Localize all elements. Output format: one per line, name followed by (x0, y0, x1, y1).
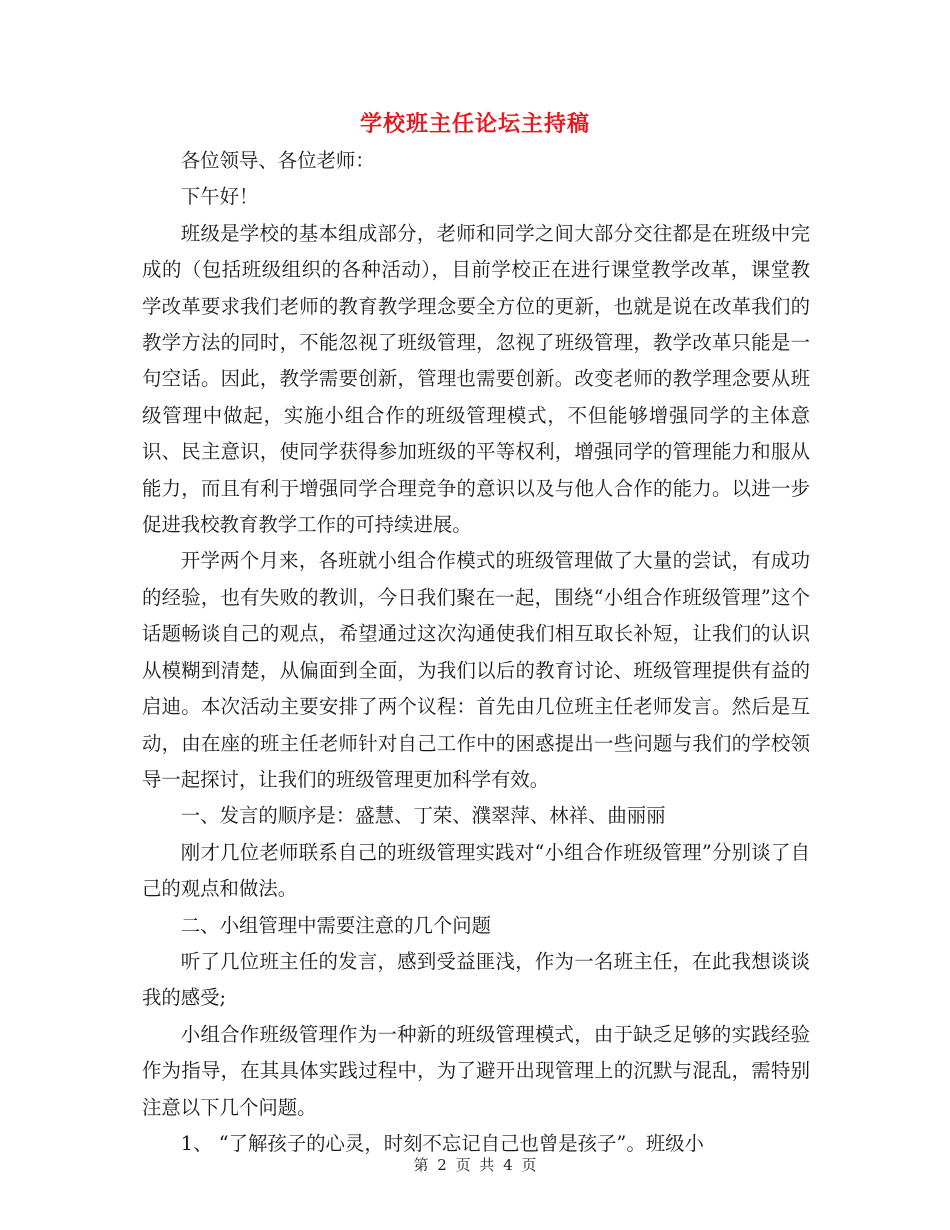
body-paragraph: 班级是学校的基本组成部分，老师和同学之间大部分交往都是在班级中完成的（包括班级组织的各种活动），目前学校正在进行课堂教学改革，课堂教学改革要求我们老师的教育教学理念要全方位的更新，也就是说在改革我们的教学方法的同时，不能忽视了班级管理，忽视了班级管理，教学改革只能是一句空话。因此，教学需要创新，管理也需要创新。改变老师的教学理念要从班级管理中做起，实施小组合作的班级管理模式，不但能够增强同学的主体意识、民主意识，使同学获得参加班级的平等权利，增强同学的管理能力和服从能力，而且有利于增强同学合理竞争的意识以及与他人合作的能力。以进一步促进我校教育教学工作的可持续进展。 (142, 221, 810, 537)
body-paragraph: 开学两个月来，各班就小组合作模式的班级管理做了大量的尝试，有成功的经验，也有失败的教训，今日我们聚在一起，围绕“小组合作班级管理”这个话题畅谈自己的观点，希望通过这次沟通使我们相互取长补短，让我们的认识从模糊到清楚，从偏面到全面，为我们以后的教育讨论、班级管理提供有益的启迪。本次活动主要安排了两个议程：首先由几位班主任老师发言。然后是互动，由在座的班主任老师针对自己工作中的困惑提出一些问题与我们的学校领导一起探讨，让我们的班级管理更加科学有效。 (142, 549, 810, 791)
body-paragraph: 刚才几位老师联系自己的班级管理实践对“小组合作班级管理”分别谈了自己的观点和做法。 (142, 840, 810, 901)
document-title: 学校班主任论坛主持稿 (359, 112, 590, 137)
body-paragraph: 1、 “了解孩子的心灵，时刻不忘记自己也曾是孩子”。班级小 (180, 1131, 704, 1155)
page-footer: 第 2 页 共 4 页 (413, 1156, 537, 1174)
greeting: 下午好！ (180, 185, 259, 209)
section-speaking-order: 一、发言的顺序是：盛慧、丁荣、濮翠萍、林祥、曲丽丽 (180, 804, 666, 828)
section-heading: 二、小组管理中需要注意的几个问题 (180, 913, 492, 937)
document-body (142, 143, 810, 1162)
salutation: 各位领导、各位老师： (180, 149, 375, 172)
body-paragraph: 听了几位班主任的发言，感到受益匪浅，作为一名班主任，在此我想谈谈我的感受; (142, 949, 810, 1010)
body-paragraph: 小组合作班级管理作为一种新的班级管理模式，由于缺乏足够的实践经验作为指导，在其具体实践过程中，为了避开出现管理上的沉默与混乱，需特别注意以下几个问题。 (142, 1022, 810, 1119)
